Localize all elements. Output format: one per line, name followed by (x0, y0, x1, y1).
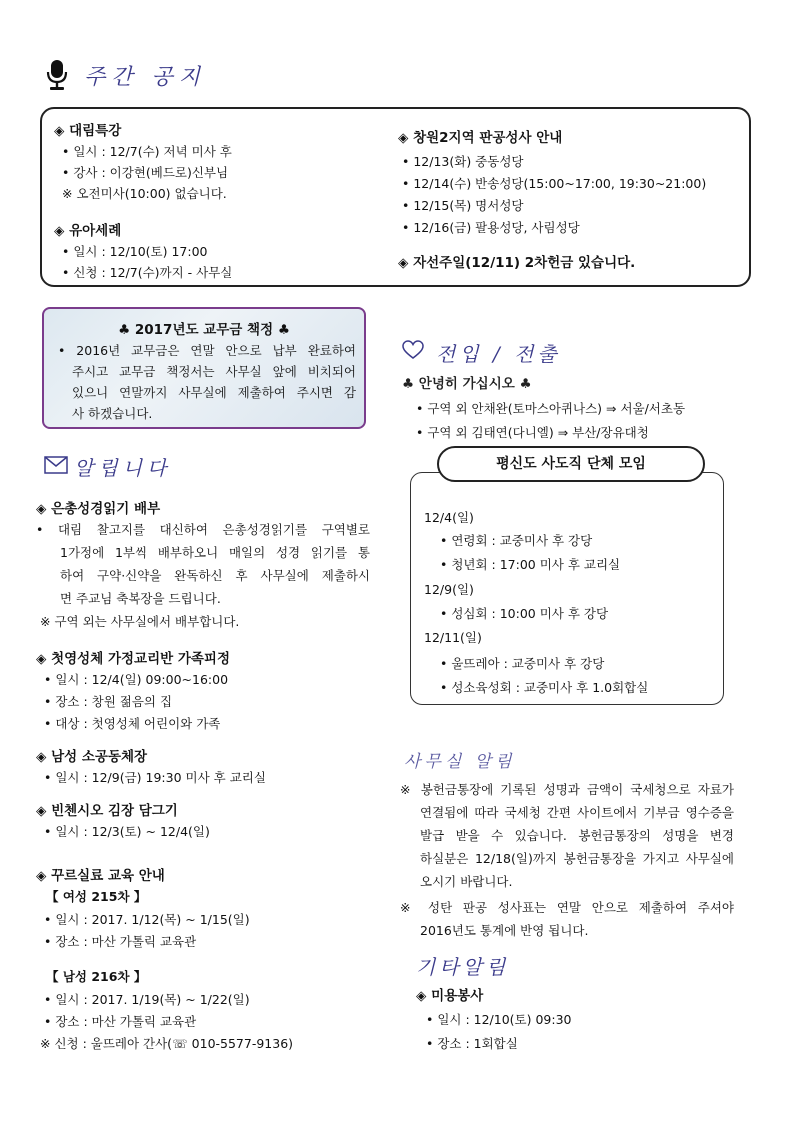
list-item: • 장소 : 마산 가톨릭 교육관 (44, 1014, 197, 1029)
male-community-title: ◈ 남성 소공동체장 (36, 749, 148, 765)
list-item: • 일시 : 2017. 1/19(목) ~ 1/22(일) (44, 992, 250, 1007)
office-line: 발급 받을 수 있습니다. 봉헌금통장의 성명을 변경 (420, 828, 734, 843)
list-item: • 울뜨레아 : 교중미사 후 강당 (440, 656, 605, 671)
office-line: 2016년도 통계에 반영 됩니다. (420, 923, 589, 938)
office-line: 하실분은 12/18(일)까지 봉헌금통장을 가지고 사무실에 (420, 851, 734, 866)
list-item: • 일시 : 12/9(금) 19:30 미사 후 교리실 (44, 770, 266, 785)
list-item: • 일시 : 12/3(토) ~ 12/4(일) (44, 824, 210, 839)
dues-line: • 2016년 교무금은 연말 안으로 납부 완료하여 (58, 343, 356, 358)
list-item: • 일시 : 12/4(일) 09:00~16:00 (44, 672, 229, 687)
bible-title: ◈ 은총성경읽기 배부 (36, 501, 161, 517)
list-item: • 장소 : 마산 가톨릭 교육관 (44, 934, 197, 949)
list-item: • 일시 : 12/7(수) 저녁 미사 후 (62, 144, 232, 159)
cursillo-title: ◈ 꾸르실료 교육 안내 (36, 868, 165, 884)
list-item: • 일시 : 2017. 1/12(목) ~ 1/15(일) (44, 912, 250, 927)
list-item: • 12/15(목) 명서성당 (402, 198, 524, 213)
office-line: ※ 성탄 판공 성사표는 연말 안으로 제출하여 주셔야 (400, 900, 734, 915)
heart-icon (402, 340, 424, 360)
list-item: • 장소 : 창원 젊음의 집 (44, 694, 173, 709)
moving-header: 전입 / 전출 (436, 342, 561, 366)
envelope-icon (44, 456, 68, 474)
list-item: • 성소육성회 : 교중미사 후 1.0회합실 (440, 680, 649, 695)
etc-header: 기타알림 (416, 955, 510, 979)
office-header: 사무실 알림 (404, 752, 516, 772)
group-date: 12/11(일) (424, 630, 482, 645)
announce-header: 알립니다 (74, 456, 172, 480)
dues-line: 사 하겠습니다. (72, 406, 153, 421)
page-title: 주간 공지 (84, 65, 207, 90)
advent-lecture-title: ◈ 대림특강 (54, 123, 122, 139)
office-line: 연결됨에 따라 국세청 간편 사이트에서 기부금 영수증을 (420, 805, 734, 820)
note: ※ 신청 : 울뜨레아 간사(☏ 010-5577-9136) (40, 1036, 294, 1051)
cursillo-female-label: 【 여성 215차 】 (46, 889, 147, 904)
dues-title: ♣ 2017년도 교무금 책정 ♣ (118, 322, 290, 338)
group-date: 12/4(일) (424, 510, 474, 525)
list-item: • 장소 : 1회합실 (426, 1036, 518, 1051)
dues-line: 주시고 교무금 책정서는 사무실 앞에 비치되어 (72, 364, 356, 379)
list-item: • 성심회 : 10:00 미사 후 강당 (440, 606, 609, 621)
bible-line: 하여 구약·신약을 완독하신 후 사무실에 제출하시 (60, 568, 370, 583)
farewell-label: ♣ 안녕히 가십시오 ♣ (402, 376, 532, 392)
infant-baptism-title: ◈ 유아세례 (54, 223, 122, 239)
list-item: • 대상 : 첫영성체 어린이와 가족 (44, 716, 221, 731)
note: ※ 구역 외는 사무실에서 배부합니다. (40, 614, 240, 629)
group-date: 12/9(일) (424, 582, 474, 597)
note: ※ 오전미사(10:00) 없습니다. (62, 186, 227, 201)
office-line: ※ 봉헌금통장에 기록된 성명과 금액이 국세청으로 자료가 (400, 782, 734, 797)
microphone-icon (44, 58, 70, 92)
dues-line: 있으니 연말까지 사무실에 제출하여 주시면 감 (72, 385, 356, 400)
list-item: • 연령회 : 교중미사 후 강당 (440, 533, 593, 548)
list-item: • 일시 : 12/10(토) 09:30 (426, 1012, 572, 1027)
list-item: • 구역 외 안채완(토마스아퀴나스) ⇒ 서울/서초동 (416, 401, 686, 416)
list-item: • 일시 : 12/10(토) 17:00 (62, 244, 208, 259)
confession-title: ◈ 창원2지역 판공성사 안내 (398, 130, 563, 146)
bible-line: • 대림 찰고지를 대신하여 은총성경읽기를 구역별로 (36, 522, 370, 537)
list-item: • 12/14(수) 반송성당(15:00~17:00, 19:30~21:00) (402, 176, 707, 191)
list-item: • 12/16(금) 팔용성당, 사림성당 (402, 220, 580, 235)
lay-groups-title: 평신도 사도직 단체 모임 (437, 446, 705, 482)
kimchi-title: ◈ 빈첸시오 김장 담그기 (36, 803, 178, 819)
bible-line: 면 주교님 축복장을 드립니다. (60, 591, 221, 606)
list-item: • 구역 외 김태연(다니엘) ⇒ 부산/장유대청 (416, 425, 649, 440)
bible-line: 1가정에 1부씩 배부하오니 매일의 성경 읽기를 통 (60, 545, 370, 560)
list-item: • 12/13(화) 중동성당 (402, 154, 524, 169)
list-item: • 신청 : 12/7(수)까지 - 사무실 (62, 265, 233, 280)
haircut-title: ◈ 미용봉사 (416, 988, 484, 1004)
list-item: • 강사 : 이강현(베드로)신부님 (62, 165, 229, 180)
cursillo-male-label: 【 남성 216차 】 (46, 969, 147, 984)
list-item: • 청년회 : 17:00 미사 후 교리실 (440, 557, 621, 572)
office-line: 오시기 바랍니다. (420, 874, 513, 889)
first-communion-title: ◈ 첫영성체 가정교리반 가족피정 (36, 651, 231, 667)
charity-notice: ◈ 자선주일(12/11) 2차헌금 있습니다. (398, 255, 636, 271)
